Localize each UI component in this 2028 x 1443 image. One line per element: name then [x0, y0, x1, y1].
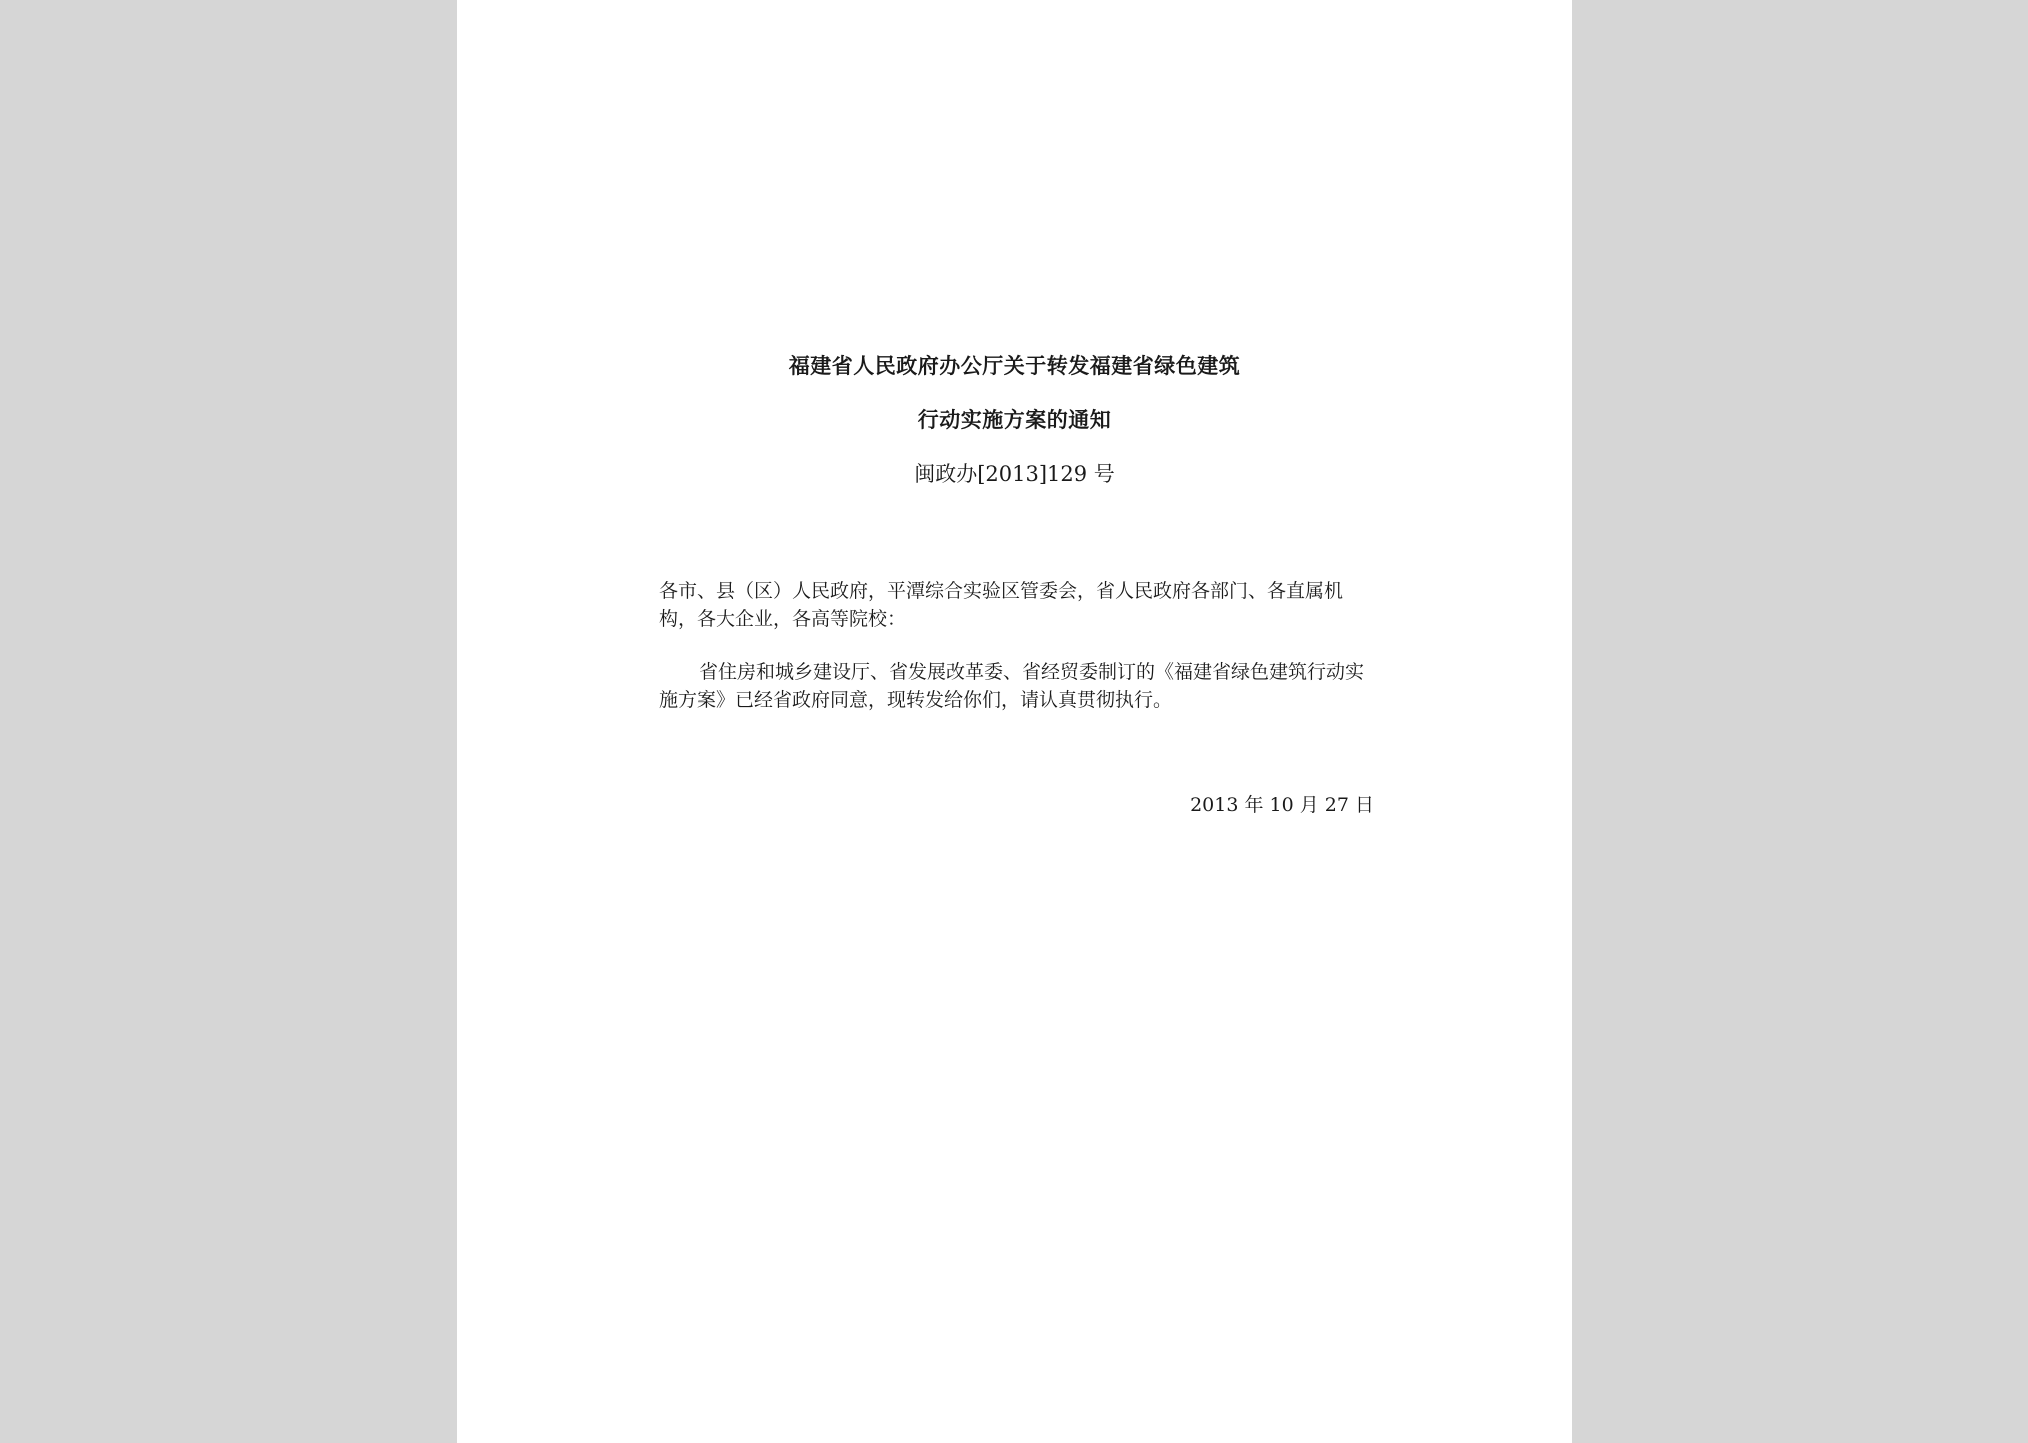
body-paragraph: 省住房和城乡建设厅、省发展改革委、省经贸委制订的《福建省绿色建筑行动实施方案》已经省政府同意，现转发给你们，请认真贯彻执行。 — [659, 661, 1365, 711]
document-page — [457, 0, 1572, 1443]
addressee-paragraph: 各市、县（区）人民政府，平潭综合实验区管委会，省人民政府各部门、各直属机构，各大企业，各高等院校： — [659, 580, 1344, 630]
issue-date: 2013 年 10 月 27 日 — [1190, 794, 1374, 816]
document-title-line-1: 福建省人民政府办公厅关于转发福建省绿色建筑 — [788, 354, 1241, 378]
document-title-line-2: 行动实施方案的通知 — [917, 408, 1112, 432]
document-number: 闽政办[2013]129 号 — [914, 462, 1115, 486]
